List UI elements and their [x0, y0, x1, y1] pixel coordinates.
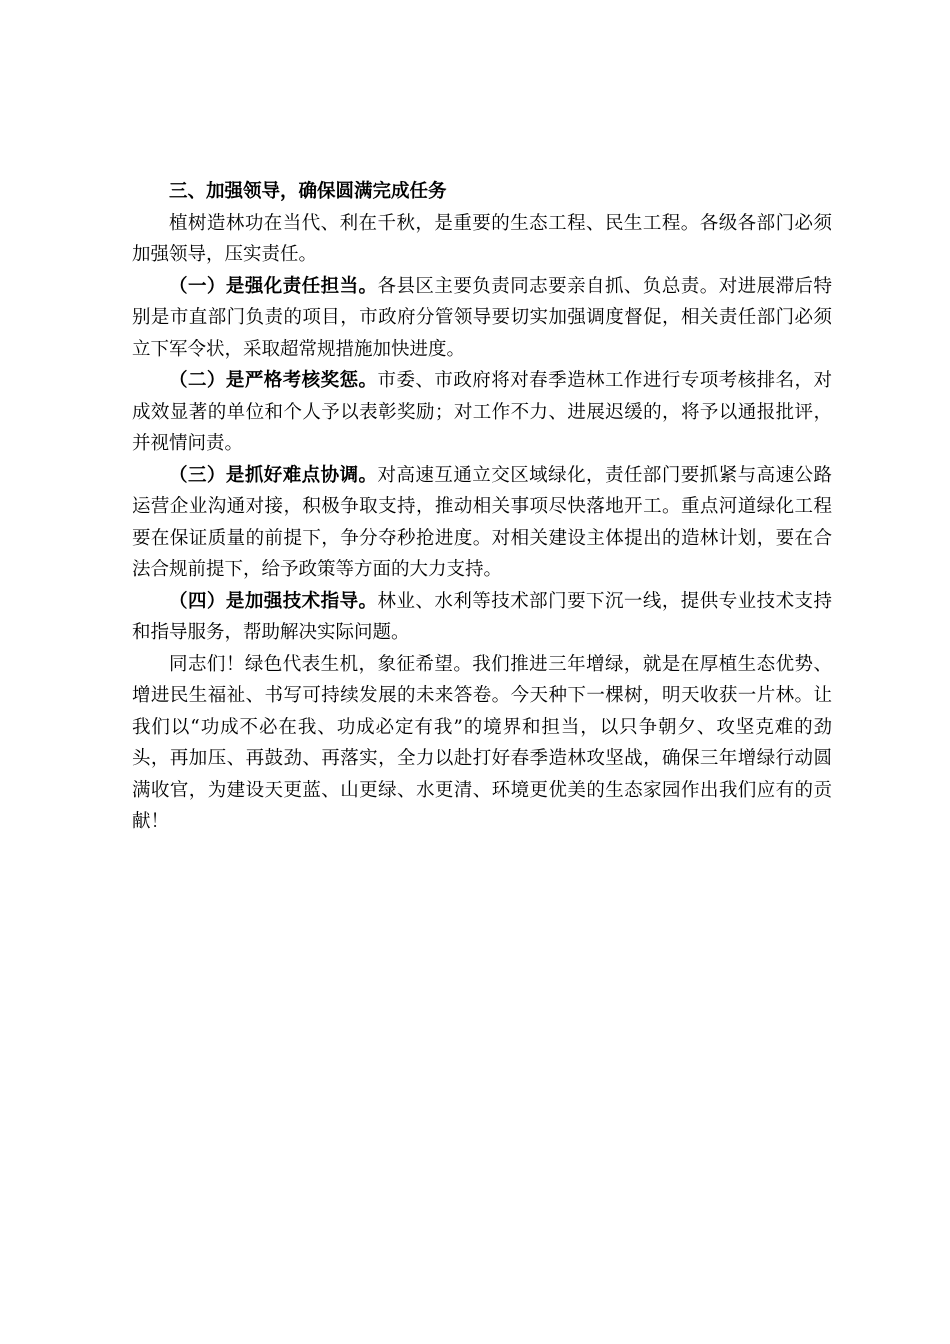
item-paragraph-1	[132, 271, 832, 366]
section-heading: 三、加强领导，确保圆满完成任务	[169, 181, 447, 202]
item-text-2: 市委、市政府将对春季造林工作进行专项考核排名，对成效显著的单位和个人予以表彰奖励；对工作不力、进展迟缓的，将予以通报批评，并视情问责。	[132, 370, 832, 454]
item-text-3: 对高速互通立交区域绿化，责任部门要抓紧与高速公路运营企业沟通对接，积极争取支持，推动相关事项尽快落地开工。重点河道绿化工程要在保证质量的前提下，争分夺秒抢进度。对相关建设主体提出的造林计划，要在合法合规前提下，给予政策等方面的大力支持。	[132, 464, 832, 580]
section-intro: 植树造林功在当代、利在千秋，是重要的生态工程、民生工程。各级各部门必须加强领导，压实责任。	[132, 212, 832, 265]
item-paragraph-4	[132, 586, 832, 649]
item-lead-4: （四）是加强技术指导。	[169, 590, 378, 612]
item-lead-2: （二）是严格考核奖惩。	[169, 370, 378, 391]
item-text-4: 林业、水利等技术部门要下沉一线，提供专业技术支持和指导服务，帮助解决实际问题。	[132, 590, 832, 643]
closing-paragraph: 同志们！绿色代表生机，象征希望。我们推进三年增绿，就是在厚植生态优势、增进民生福祉、书写可持续发展的未来答卷。今天种下一棵树，明天收获一片林。让我们以“功成不必在我、功成必定有我”的境界和担当，以只争朝夕、攻坚克难的劲头，再加压、再鼓劲、再落实，全力以赴打好春季造林攻坚战，确保三年增绿行动圆满收官，为建设天更蓝、山更绿、水更清、环境更优美的生态家园作出我们应有的贡献！	[132, 653, 832, 832]
item-lead-3: （三）是抓好难点协调。	[169, 464, 378, 486]
item-paragraph-3	[132, 460, 832, 586]
item-text-1: 各县区主要负责同志要亲自抓、负总责。对进展滞后特别是市直部门负责的项目，市政府分管领导要切实加强调度督促，相关责任部门必须立下军令状，采取超常规措施加快进度。	[132, 275, 832, 360]
item-lead-1: （一）是强化责任担当。	[169, 275, 378, 297]
document-body	[132, 176, 832, 838]
item-paragraph-2	[132, 365, 832, 460]
